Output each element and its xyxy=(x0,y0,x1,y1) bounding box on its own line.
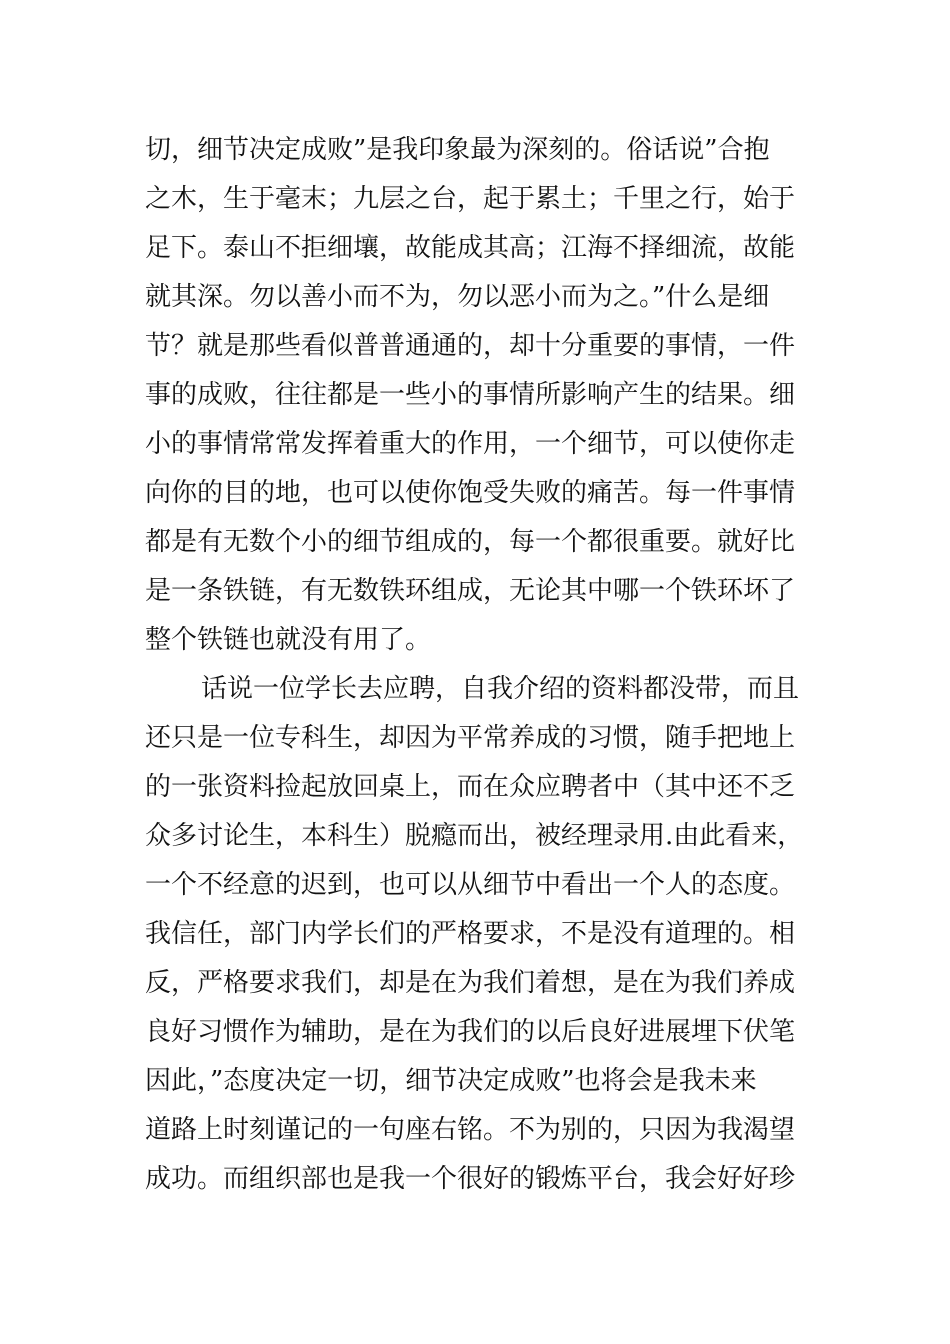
text-line: 因此，”态度决定一切，细节决定成败”也将会是我未来 xyxy=(145,1066,757,1096)
text-line: 的一张资料捡起放回桌上，而在众应聘者中（其中还不乏 xyxy=(145,772,796,802)
text-line: 成功。而组织部也是我一个很好的锻炼平台，我会好好珍 xyxy=(145,1164,796,1194)
text-line: 事的成败，往往都是一些小的事情所影响产生的结果。细 xyxy=(145,380,796,410)
text-line: 小的事情常常发挥着重大的作用，一个细节，可以使你走 xyxy=(145,429,796,459)
text-line: 之木，生于毫末；九层之台，起于累土；千里之行，始于 xyxy=(145,184,796,214)
text-line: 一个不经意的迟到，也可以从细节中看出一个人的态度。 xyxy=(145,870,796,900)
text-line: 众多讨论生，本科生）脱瘾而出，被经理录用.由此看来， xyxy=(145,821,804,851)
text-line: 反，严格要求我们，却是在为我们着想，是在为我们养成 xyxy=(145,968,796,998)
text-line: 向你的目的地，也可以使你饱受失败的痛苦。每一件事情 xyxy=(145,478,796,508)
text-line: 就其深。勿以善小而不为，勿以恶小而为之。”什么是细 xyxy=(145,282,770,312)
text-line xyxy=(145,1204,825,1253)
text-line: 道路上时刻谨记的一句座右铭。不为别的，只因为我渴望 xyxy=(145,1115,796,1145)
text-line: 都是有无数个小的细节组成的，每一个都很重要。就好比 xyxy=(145,527,796,557)
text-line: 足下。泰山不拒细壤，故能成其高；江海不择细流，故能 xyxy=(145,233,796,263)
text-line: 还只是一位专科生，却因为平常养成的习惯，随手把地上 xyxy=(145,723,796,753)
text-line: 整个铁链也就没有用了。 xyxy=(145,625,432,655)
document-body xyxy=(145,126,825,1253)
text-line: 切，细节决定成败”是我印象最为深刻的。俗话说”合抱 xyxy=(145,135,770,165)
paragraph-details-matter xyxy=(145,126,825,665)
text-line: 节？就是那些看似普普通通的，却十分重要的事情，一件 xyxy=(145,331,796,361)
text-line: 我信任，部门内学长们的严格要求，不是没有道理的。相 xyxy=(145,919,796,949)
paragraph-job-interview-story xyxy=(145,665,825,1253)
text-line: 良好习惯作为辅助，是在为我们的以后良好进展埋下伏笔 xyxy=(145,1017,796,1047)
text-line: 是一条铁链，有无数铁环组成，无论其中哪一个铁环坏了 xyxy=(145,576,796,606)
text-line-indented: 话说一位学长去应聘，自我介绍的资料都没带，而且 xyxy=(201,674,800,704)
